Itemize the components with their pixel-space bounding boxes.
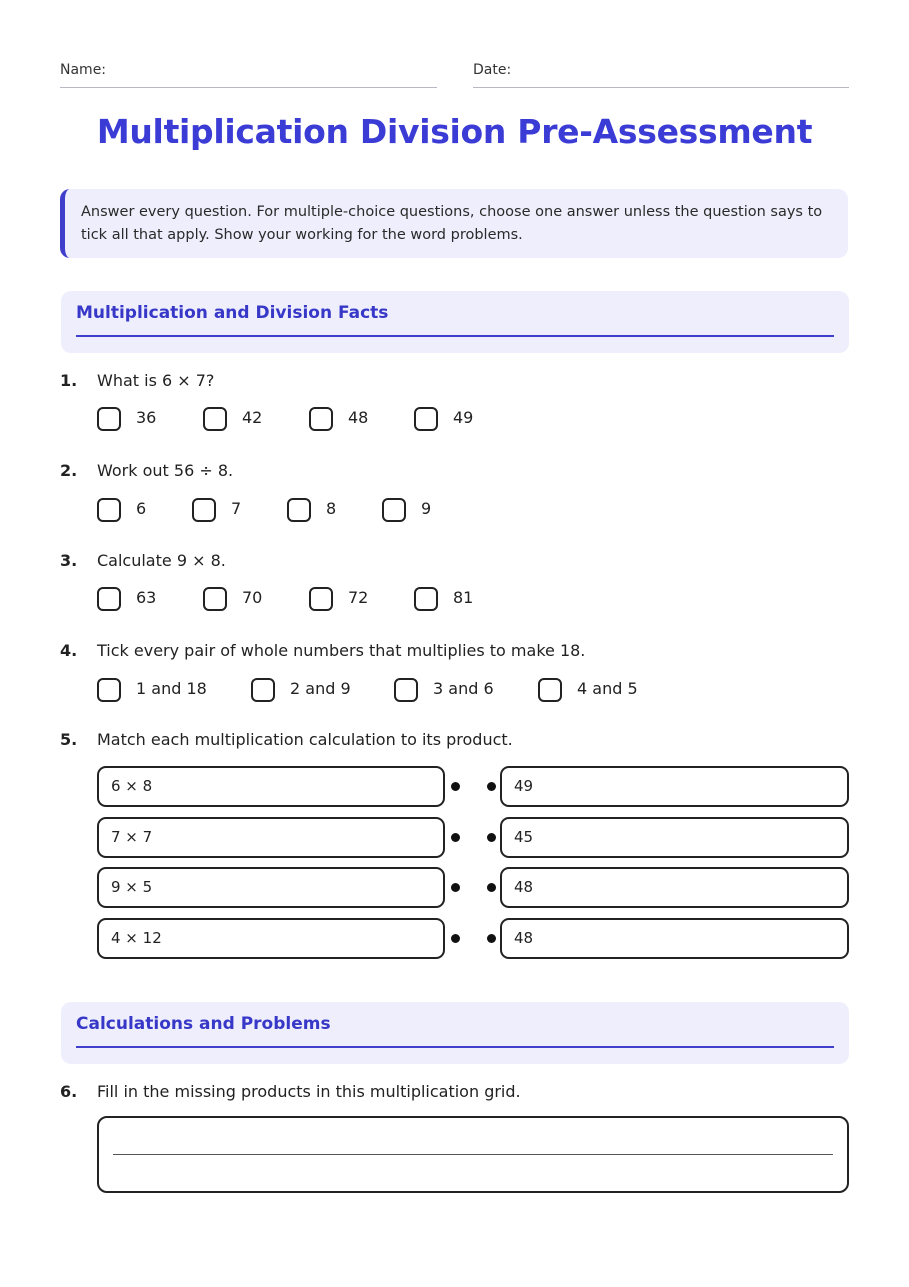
date-label: Date: [473,62,512,78]
question-text: What is 6 × 7? [97,371,215,390]
match-dot-right[interactable] [487,782,496,791]
option-label: 70 [242,588,263,607]
question-number: 4. [60,641,78,660]
checkbox[interactable] [203,587,227,611]
name-label: Name: [60,62,107,78]
question-number: 6. [60,1082,78,1101]
option-label: 1 and 18 [136,679,207,698]
question-text: Fill in the missing products in this multiplication grid. [97,1082,521,1101]
section-title: Multiplication and Division Facts [76,303,389,323]
page-title: Multiplication Division Pre-Assessment [96,112,813,151]
option-label: 42 [242,408,263,427]
option-label: 36 [136,408,157,427]
answer-box[interactable] [97,1116,849,1193]
instructions-box [60,189,848,258]
match-dot-left[interactable] [451,833,460,842]
match-dot-right[interactable] [487,833,496,842]
checkbox[interactable] [394,678,418,702]
match-dot-right[interactable] [487,883,496,892]
section-header-facts [61,291,849,353]
option-label: 9 [421,499,432,518]
option-label: 4 and 5 [577,679,638,698]
option-label: 8 [326,499,337,518]
question-number: 1. [60,371,78,390]
match-left-item: 6 × 8 [97,766,445,807]
option-label: 2 and 9 [290,679,351,698]
checkbox[interactable] [309,587,333,611]
question-number: 2. [60,461,78,480]
section-rule [76,1046,834,1048]
question-number: 5. [60,730,78,749]
match-dot-right[interactable] [487,934,496,943]
question-text: Tick every pair of whole numbers that multiplies to make 18. [97,641,586,660]
question-text: Match each multiplication calculation to its product. [97,730,513,749]
checkbox[interactable] [382,498,406,522]
date-line [473,87,849,88]
question-text: Work out 56 ÷ 8. [97,461,234,480]
match-left-item: 4 × 12 [97,918,445,959]
section-title: Calculations and Problems [76,1014,331,1034]
match-right-item: 48 [500,867,849,908]
checkbox[interactable] [192,498,216,522]
match-dot-left[interactable] [451,782,460,791]
checkbox[interactable] [203,407,227,431]
checkbox[interactable] [97,498,121,522]
match-right-item: 49 [500,766,849,807]
option-label: 7 [231,499,242,518]
section-rule [76,335,834,337]
option-label: 72 [348,588,369,607]
option-label: 3 and 6 [433,679,494,698]
option-label: 63 [136,588,157,607]
section-header-problems [61,1002,849,1064]
question-text: Calculate 9 × 8. [97,551,226,570]
checkbox[interactable] [97,678,121,702]
match-left-item: 9 × 5 [97,867,445,908]
checkbox[interactable] [97,587,121,611]
match-dot-left[interactable] [451,934,460,943]
checkbox[interactable] [251,678,275,702]
name-line [60,87,437,88]
checkbox[interactable] [287,498,311,522]
match-right-item: 45 [500,817,849,858]
checkbox[interactable] [97,407,121,431]
match-left-item: 7 × 7 [97,817,445,858]
match-right-item: 48 [500,918,849,959]
match-dot-left[interactable] [451,883,460,892]
checkbox[interactable] [414,407,438,431]
date-field[interactable] [473,62,849,78]
checkbox[interactable] [538,678,562,702]
instructions-text: Answer every question. For multiple-choice questions, choose one answer unless the question says to tick all that apply. Show your working for the word problems. [81,204,823,243]
name-field[interactable] [60,62,437,78]
answer-line [113,1154,833,1155]
checkbox[interactable] [414,587,438,611]
checkbox[interactable] [309,407,333,431]
option-label: 6 [136,499,147,518]
option-label: 48 [348,408,369,427]
option-label: 49 [453,408,474,427]
option-label: 81 [453,588,474,607]
question-number: 3. [60,551,78,570]
